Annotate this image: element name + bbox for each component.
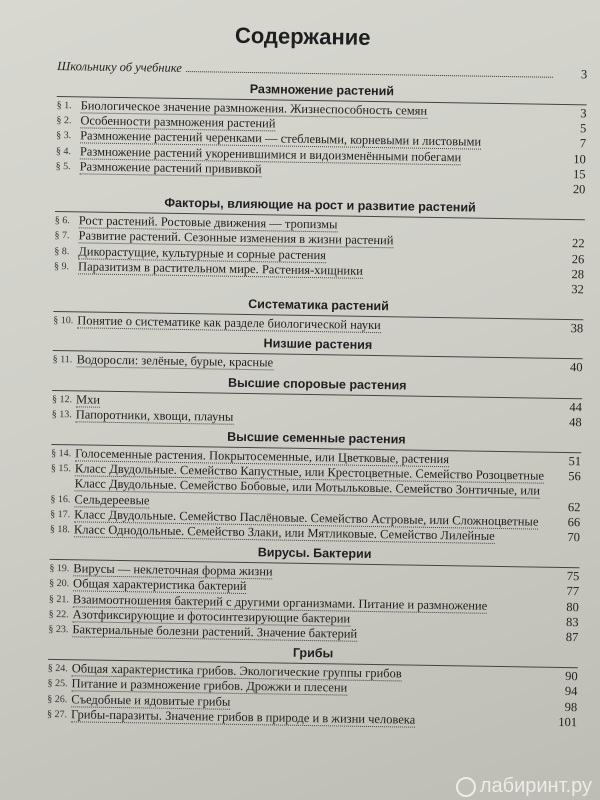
paragraph-number: § 21. <box>48 593 69 605</box>
paragraph-number: § 12. <box>51 393 73 405</box>
section-title: Факторы, влияющие на рост и развитие растений <box>164 195 476 215</box>
entry-title: Развитие растений. Сезонные изменения в жизни растений <box>78 228 394 248</box>
section-end-page: 20 <box>572 182 586 197</box>
entry-title: Размножение растений прививкой <box>79 159 262 177</box>
paragraph-number: § 14. <box>51 447 72 460</box>
sections-list <box>47 79 587 730</box>
watermark-text: лабиринт.ру <box>479 775 592 797</box>
section-title: Высшие семенные растения <box>227 429 406 447</box>
entry-page: 75 <box>566 569 580 584</box>
entry-title: Общая характеристика бактерий <box>73 576 247 594</box>
paragraph-number: § 23. <box>48 624 69 636</box>
section-title: Систематика растений <box>248 297 389 314</box>
entry-page: 83 <box>565 614 579 630</box>
entry-page: 3 <box>580 106 587 121</box>
entry-title: Размножение растений укоренившимися и видоизменёнными побегами <box>79 143 462 164</box>
paragraph-number: § 13. <box>51 408 72 421</box>
entry-page: 48 <box>569 414 582 430</box>
entry-title: Размножение растений черенками — стеблевыми, корневыми и листовыми <box>80 128 482 150</box>
entry-title: Взаимоотношения бактерий с другими организмами. Питание и размножение <box>72 591 488 613</box>
entry-page: 56 <box>568 469 581 484</box>
entry-title: Азотфиксирующие и фотосинтезирующие бактерии <box>72 607 351 626</box>
entry-title: Общая характеристика грибов. Экологические группы грибов <box>71 661 402 681</box>
entry-page: 7 <box>579 136 587 151</box>
paragraph-number: § 4. <box>55 145 71 157</box>
entry-title: Дикорастущие, культурные и сорные растения <box>78 243 327 262</box>
intro-text: Школьнику об учебнике <box>57 58 183 75</box>
paragraph-number: § 16. <box>50 493 71 505</box>
entry-page: 28 <box>571 266 585 282</box>
entry-title: Грибы-паразиты. Значение грибов в природе и в жизни человека <box>70 707 416 727</box>
entry-page: 80 <box>566 599 579 614</box>
entry-page: 70 <box>567 530 581 545</box>
entry-title: Бактериальные болезни растений. Значение бактерий <box>72 622 358 641</box>
entry-title: Класс Однодольные. Семейство Злаки, или Мятликовые. Семейство Лилейные <box>73 522 495 543</box>
section-title: Размножение растений <box>249 82 395 99</box>
entry-page: 51 <box>568 454 582 469</box>
section-end-page: 32 <box>571 282 584 297</box>
entry-title: Мхи <box>75 391 101 407</box>
entry-title: Папоротники, хвощи, плауны <box>75 407 234 424</box>
entry-page: 40 <box>569 360 583 375</box>
paragraph-number: § 11. <box>52 354 73 366</box>
paragraph-number: § 6. <box>54 215 70 227</box>
section-title: Высшие споровые растения <box>227 375 407 393</box>
entry-title: Съедобные и ядовитые грибы <box>71 691 231 709</box>
entry-page: 62 <box>567 499 581 514</box>
entry-title: Питание и размножение грибов. Дрожжи и плесени <box>71 676 348 696</box>
page-title: Содержание <box>234 22 371 50</box>
entry-page: 15 <box>573 166 586 182</box>
entry-page: 10 <box>573 151 586 166</box>
entry-title: Класс Двудольные. Семейство Паслёновые. Семейство Астровые, или Сложноцветные <box>74 507 539 529</box>
intro-entry <box>57 56 587 82</box>
paragraph-number: § 24. <box>47 663 68 675</box>
paragraph-number: § 15. <box>50 463 72 475</box>
entry-page: 66 <box>567 514 581 530</box>
entry-page: 77 <box>566 584 580 599</box>
paragraph-number: § 27. <box>46 708 68 721</box>
section-title: Грибы <box>292 646 334 661</box>
entry-title: Голосеменные растения. Покрытосеменные, или Цветковые, растения <box>75 446 450 467</box>
entry-page: 87 <box>565 630 579 645</box>
entry-title: Водоросли: зелёные, бурые, красные <box>76 352 274 370</box>
paragraph-number: § 17. <box>50 508 71 521</box>
paragraph-number: § 2. <box>56 115 72 127</box>
section-title: Вирусы. Бактерии <box>257 545 372 562</box>
entry-title: Паразитизм в растительном мире. Растения-хищники <box>77 259 364 278</box>
entry-page: 44 <box>569 399 583 414</box>
paragraph-number: § 10. <box>53 315 74 327</box>
entry-page: 38 <box>570 321 584 336</box>
entry-title: Класс Двудольные. Семейство Капустные, или Крестоцветные. Семейство Розоцветные <box>74 461 545 483</box>
paragraph-number: § 26. <box>47 693 68 705</box>
entry-page: 22 <box>571 236 585 251</box>
entry-title: Вирусы — неклеточная форма жизни <box>73 561 273 579</box>
paragraph-number: § 20. <box>49 578 70 590</box>
entry-page: 98 <box>564 699 578 714</box>
watermark <box>456 775 592 798</box>
paragraph-number: § 8. <box>54 245 70 257</box>
entry-title: Биологическое значение размножения. Жизнеспособность семян <box>80 98 428 118</box>
paragraph-number: § 9. <box>54 260 70 273</box>
paragraph-number: § 1. <box>56 99 72 112</box>
leader-dots <box>186 71 553 78</box>
intro-page: 3 <box>580 67 588 82</box>
entry-page: 5 <box>579 121 587 136</box>
paragraph-number: § 18. <box>49 524 71 536</box>
paragraph-number: § 3. <box>56 130 72 142</box>
paragraph-number: § 7. <box>54 230 70 242</box>
paragraph-number: § 5. <box>55 160 71 173</box>
paragraph-number: § 19. <box>49 563 70 575</box>
entry-title: Класс Двудольные. Семейство Бобовые, или Мотыльковые. Семейство Зонтичные, или Сельдереевые <box>74 476 541 508</box>
entry-title: Рост растений. Ростовые движения — тропизмы <box>78 213 338 232</box>
entry-page: 26 <box>571 251 585 266</box>
paragraph-number: § 25. <box>47 678 68 690</box>
entry-title: Особенности размножения растений <box>80 113 276 131</box>
contents-block <box>47 18 588 730</box>
entry-title: Понятие о систематике как разделе биологической науки <box>77 313 381 333</box>
entry-page: 94 <box>564 684 578 699</box>
labyrinth-logo-icon <box>456 777 476 797</box>
entry-page: 90 <box>565 669 578 684</box>
section-title: Низшие растения <box>263 336 373 353</box>
entry-page: 101 <box>558 714 578 730</box>
paragraph-number: § 22. <box>48 608 69 621</box>
